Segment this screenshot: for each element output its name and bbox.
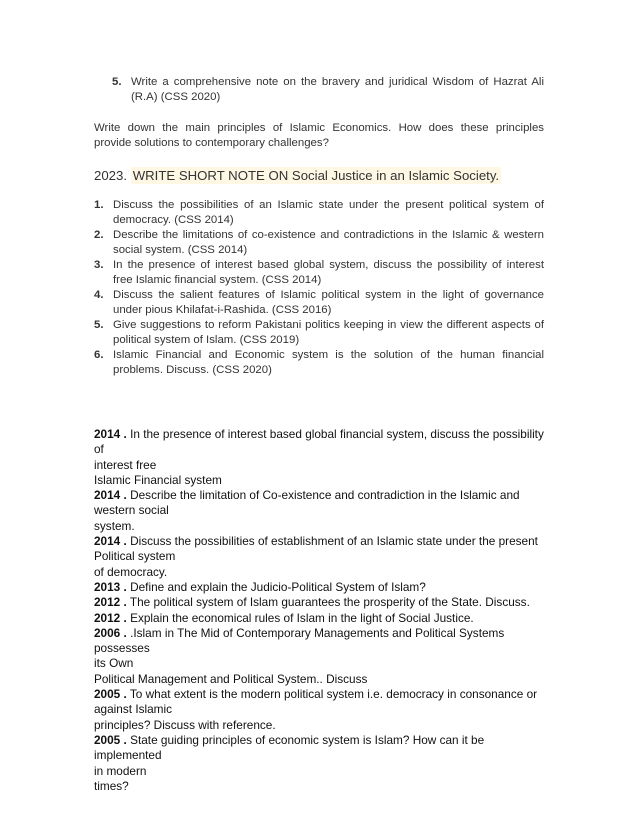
item-text-line: political system of Islam. (CSS 2019) [113, 334, 300, 346]
item-text-line: Write a comprehensive note on the bravery and juridical Wisdom of Hazrat Ali [131, 76, 544, 88]
past-paper-line [94, 733, 554, 764]
exam-year: 2005 . [94, 732, 127, 747]
item-text-line: democracy. (CSS 2014) [113, 214, 234, 226]
item-text-line: free Islamic financial system. (CSS 2014) [113, 274, 322, 286]
question-item [94, 318, 544, 348]
question-text: its Own [94, 656, 134, 671]
question-text: principles? Discuss with reference. [94, 717, 276, 732]
economics-question-paragraph [94, 121, 544, 151]
item-number: 5. [94, 319, 104, 331]
exam-year: 2014 . [94, 534, 127, 549]
paragraph-line: provide solutions to contemporary challenges? [94, 137, 329, 149]
past-paper-line [94, 427, 554, 458]
css-question-list [94, 198, 544, 378]
item-text-line: Islamic Financial and Economic system is the solution of the human financial [113, 349, 544, 361]
past-paper-line [94, 779, 554, 794]
item-number: 5. [112, 76, 122, 88]
question-text: The political system of Islam guarantees the prosperity of the State. Discuss. [129, 595, 530, 610]
past-paper-line [94, 473, 554, 488]
item-text-line: problems. Discuss. (CSS 2020) [113, 364, 272, 376]
exam-year: 2013 . [94, 579, 127, 594]
section-heading [94, 168, 501, 184]
question-item [94, 348, 544, 378]
question-text: Political Management and Political System.. Discuss [94, 671, 368, 686]
paragraph-line: Write down the main principles of Islamic Economics. How does these principles [94, 122, 544, 134]
item-number: 3. [94, 259, 104, 271]
past-paper-line [94, 565, 554, 580]
past-paper-line [94, 534, 554, 549]
question-text: Political system [94, 549, 176, 564]
question-text: Explain the economical rules of Islam in the light of Social Justice. [130, 610, 474, 625]
question-text: In the presence of interest based global financial system, discuss the possibility of [94, 427, 544, 457]
question-text: of democracy. [94, 564, 168, 579]
exam-year: 2006 . [94, 625, 127, 640]
past-paper-line [94, 595, 554, 610]
exam-year: 2012 . [94, 610, 127, 625]
top-question-list [112, 75, 544, 105]
item-text-line: Give suggestions to reform Pakistani politics keeping in view the different aspects of [113, 319, 544, 331]
question-text: To what extent is the modern political system i.e. democracy in consonance or [129, 687, 538, 702]
past-paper-line [94, 503, 554, 518]
question-text: interest free [94, 457, 157, 472]
past-paper-line [94, 549, 554, 564]
list-item [112, 75, 544, 105]
item-text-line: Discuss the possibilities of an Islamic state under the present political system of [113, 199, 544, 211]
item-number: 6. [94, 349, 104, 361]
question-text: State guiding principles of economic system is Islam? How can it be implemented [94, 732, 485, 763]
item-number: 1. [94, 199, 104, 211]
heading-year: 2023. [94, 168, 128, 183]
past-paper-line [94, 626, 554, 657]
past-paper-line [94, 488, 554, 503]
question-text: in modern [94, 763, 147, 778]
past-paper-line [94, 672, 554, 687]
question-text: Describe the limitation of Co-existence and contradiction in the Islamic and [130, 488, 520, 503]
item-text-line: under pious Khilafat-i-Rashida. (CSS 2016) [113, 304, 332, 316]
item-text-line: (R.A) (CSS 2020) [131, 91, 221, 103]
question-text: Define and explain the Judicio-Political System of Islam? [130, 579, 426, 594]
past-paper-questions [94, 427, 554, 794]
question-text: .Islam in The Mid of Contemporary Managements and Political Systems possesses [94, 625, 505, 656]
exam-year: 2014 . [94, 427, 127, 441]
question-text: against Islamic [94, 702, 173, 717]
past-paper-line [94, 718, 554, 733]
question-text: Discuss the possibilities of establishment of an Islamic state under the present [130, 534, 538, 549]
past-paper-line [94, 687, 554, 702]
question-text: system. [94, 518, 135, 533]
question-item [94, 198, 544, 228]
past-paper-line [94, 656, 554, 671]
past-paper-line [94, 519, 554, 534]
item-text-line: In the presence of interest based global system, discuss the possibility of interest [113, 259, 544, 271]
exam-year: 2014 . [94, 488, 127, 503]
question-item [94, 258, 544, 288]
item-number: 4. [94, 289, 104, 301]
heading-text: WRITE SHORT NOTE ON Social Justice in an Islamic Society. [132, 168, 500, 183]
question-text: times? [94, 778, 129, 793]
past-paper-line [94, 702, 554, 717]
question-text: western social [94, 503, 169, 518]
item-text-line: Describe the limitations of co-existence and contradictions in the Islamic & western [113, 229, 544, 241]
exam-year: 2005 . [94, 687, 127, 702]
question-item [94, 228, 544, 258]
exam-year: 2012 . [94, 595, 127, 610]
item-text-line: social system. (CSS 2014) [113, 244, 248, 256]
item-number: 2. [94, 229, 104, 241]
past-paper-line [94, 611, 554, 626]
question-item [94, 288, 544, 318]
past-paper-line [94, 458, 554, 473]
item-text-line: Discuss the salient features of Islamic political system in the light of governance [113, 289, 544, 301]
question-text: Islamic Financial system [94, 472, 222, 487]
past-paper-line [94, 580, 554, 595]
past-paper-line [94, 764, 554, 779]
